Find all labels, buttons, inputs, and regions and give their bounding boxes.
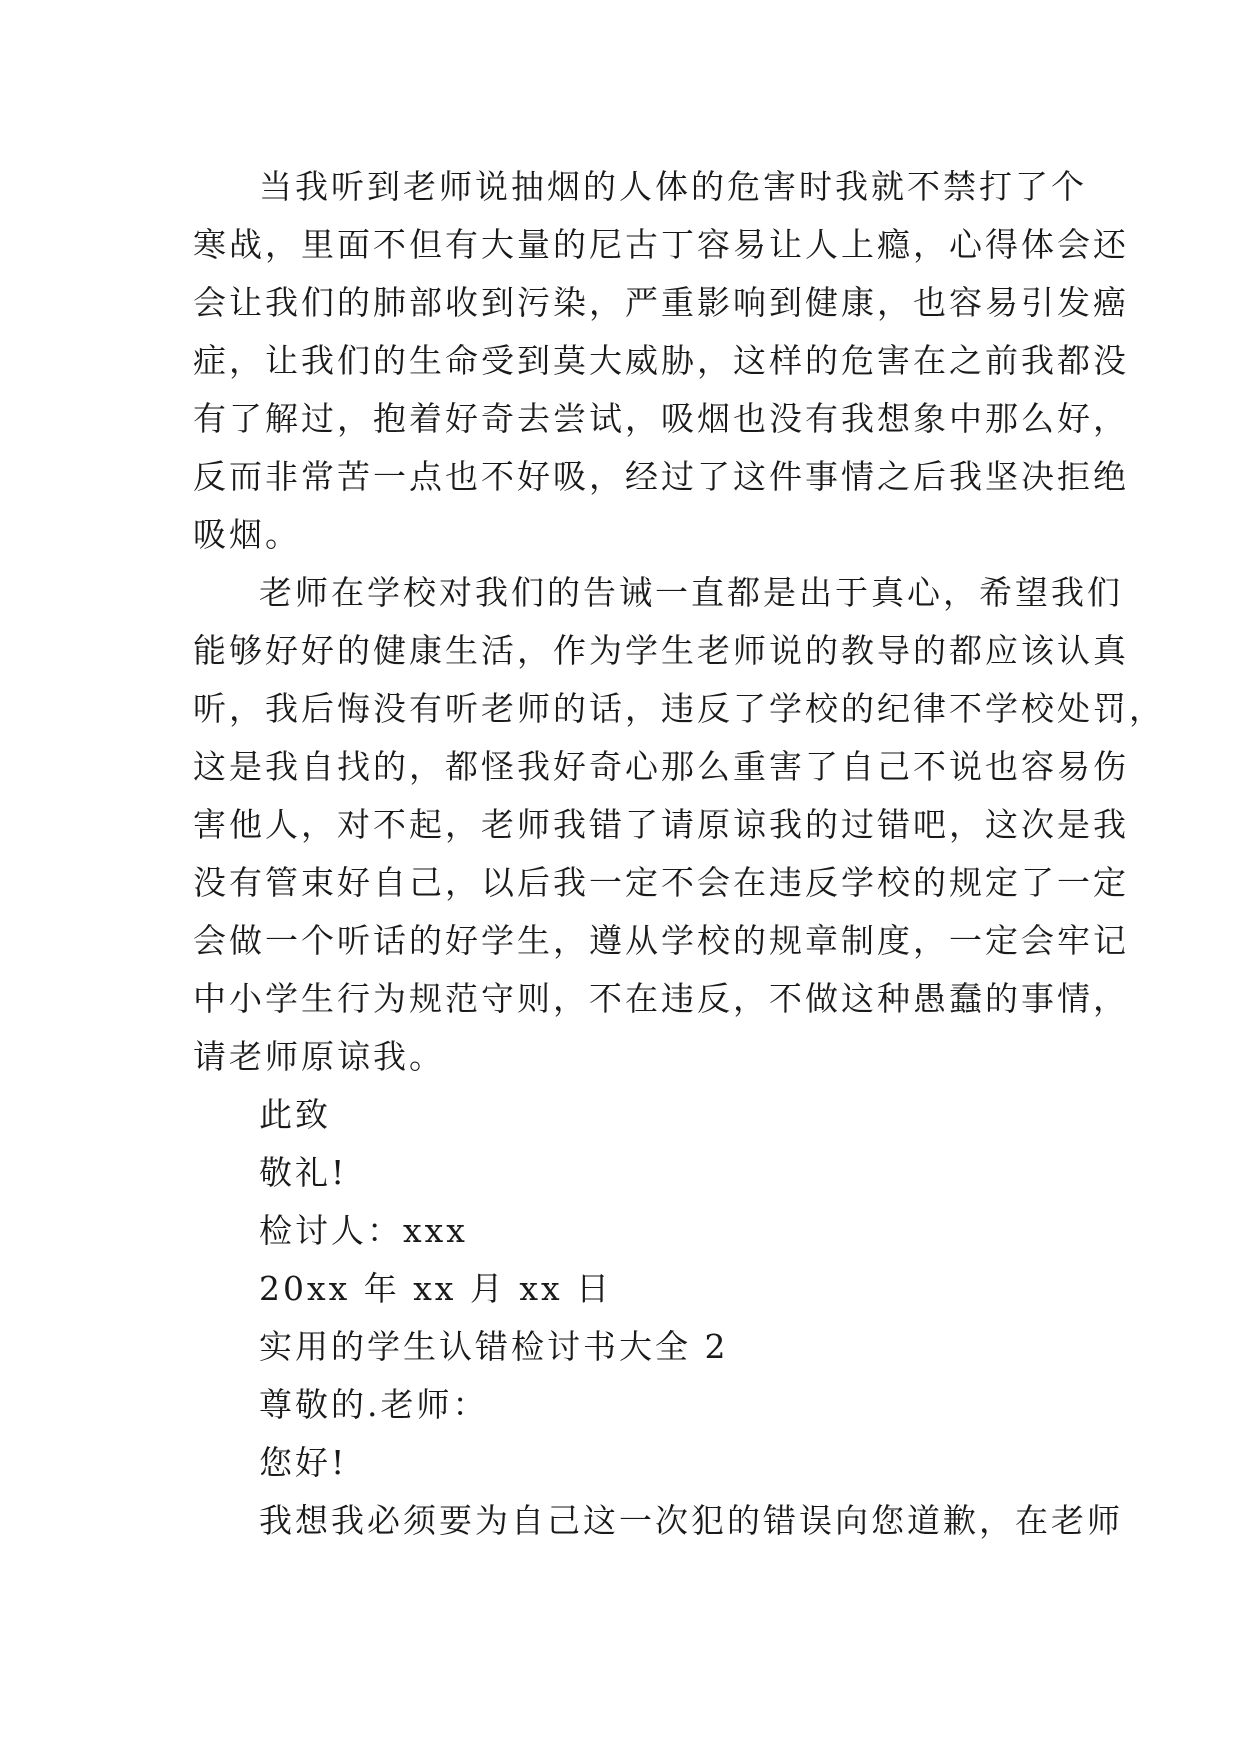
closing-regards: 敬礼! [259,1153,348,1192]
text-line: 请老师原谅我。 [193,1037,445,1076]
text-line: 这是我自找的，都怪我好奇心那么重害了自己不说也容易伤 [193,747,1129,786]
document-body [193,158,1165,1550]
text-line: 反而非常苦一点也不好吸，经过了这件事情之后我坚决拒绝 [193,457,1129,496]
text-line: 没有管束好自己，以后我一定不会在违反学校的规定了一定 [193,863,1129,902]
signature-line: 检讨人：xxx [259,1211,468,1250]
text-line: 听，我后悔没有听老师的话，违反了学校的纪律不学校处罚， [193,689,1165,728]
text-line: 寒战，里面不但有大量的尼古丁容易让人上瘾，心得体会还 [193,225,1129,264]
text-line: 老师在学校对我们的告诫一直都是出于真心，希望我们 [259,573,1123,612]
section-heading: 实用的学生认错检讨书大全 2 [259,1327,729,1366]
text-line: 有了解过，抱着好奇去尝试，吸烟也没有我想象中那么好， [193,399,1129,438]
greeting-hello: 您好! [259,1443,348,1482]
text-line: 我想我必须要为自己这一次犯的错误向您道歉，在老师 [259,1501,1123,1540]
text-line: 会让我们的肺部收到污染，严重影响到健康，也容易引发癌 [193,283,1129,322]
text-line: 害他人，对不起，老师我错了请原谅我的过错吧，这次是我 [193,805,1129,844]
text-line: 会做一个听话的好学生，遵从学校的规章制度，一定会牢记 [193,921,1129,960]
text-line: 中小学生行为规范守则，不在违反，不做这种愚蠢的事情， [193,979,1129,1018]
greeting-recipient: 尊敬的.老师： [259,1385,489,1424]
text-line: 症，让我们的生命受到莫大威胁，这样的危害在之前我都没 [193,341,1129,380]
closing-salutation: 此致 [259,1095,331,1134]
date-line: 20xx 年 xx 月 xx 日 [259,1269,613,1308]
text-line: 当我听到老师说抽烟的人体的危害时我就不禁打了个 [259,167,1087,206]
text-line: 能够好好的健康生活，作为学生老师说的教导的都应该认真 [193,631,1129,670]
text-line: 吸烟。 [193,515,301,554]
